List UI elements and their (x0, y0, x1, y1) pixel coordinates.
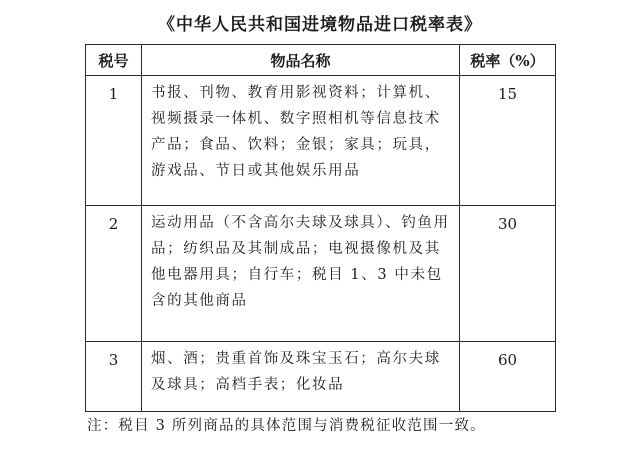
table-row (86, 76, 556, 206)
header-tax-number: 税号 (86, 45, 142, 76)
footnote: 注：税目 3 所列商品的具体范围与消费税征收范围一致。 (87, 418, 486, 434)
tariff-table (85, 44, 556, 412)
goods-cell: 书报、刊物、教育用影视资料；计算机、视频摄录一体机、数字照相机等信息技术产品；食品、饮料；金银；家具；玩具，游戏品、节日或其他娱乐用品 (142, 76, 460, 206)
table-row (86, 342, 556, 412)
rate-cell: 30 (460, 206, 556, 342)
tax-number-cell: 2 (86, 206, 142, 342)
header-rate: 税率（%） (460, 45, 556, 76)
goods-cell: 运动用品（不含高尔夫球及球具）、钓鱼用品；纺织品及其制成品；电视摄像机及其他电器用具；自行车；税目 1、3 中未包含的其他商品 (142, 206, 460, 342)
tax-number-cell: 1 (86, 76, 142, 206)
rate-cell: 15 (460, 76, 556, 206)
table-row (86, 206, 556, 342)
tax-number-cell: 3 (86, 342, 142, 412)
table-header-row (86, 45, 556, 76)
goods-cell: 烟、酒；贵重首饰及珠宝玉石；高尔夫球及球具；高档手表；化妆品 (142, 342, 460, 412)
document-title: 《中华人民共和国进境物品进口税率表》 (158, 15, 482, 35)
header-goods-name: 物品名称 (142, 45, 460, 76)
rate-cell: 60 (460, 342, 556, 412)
